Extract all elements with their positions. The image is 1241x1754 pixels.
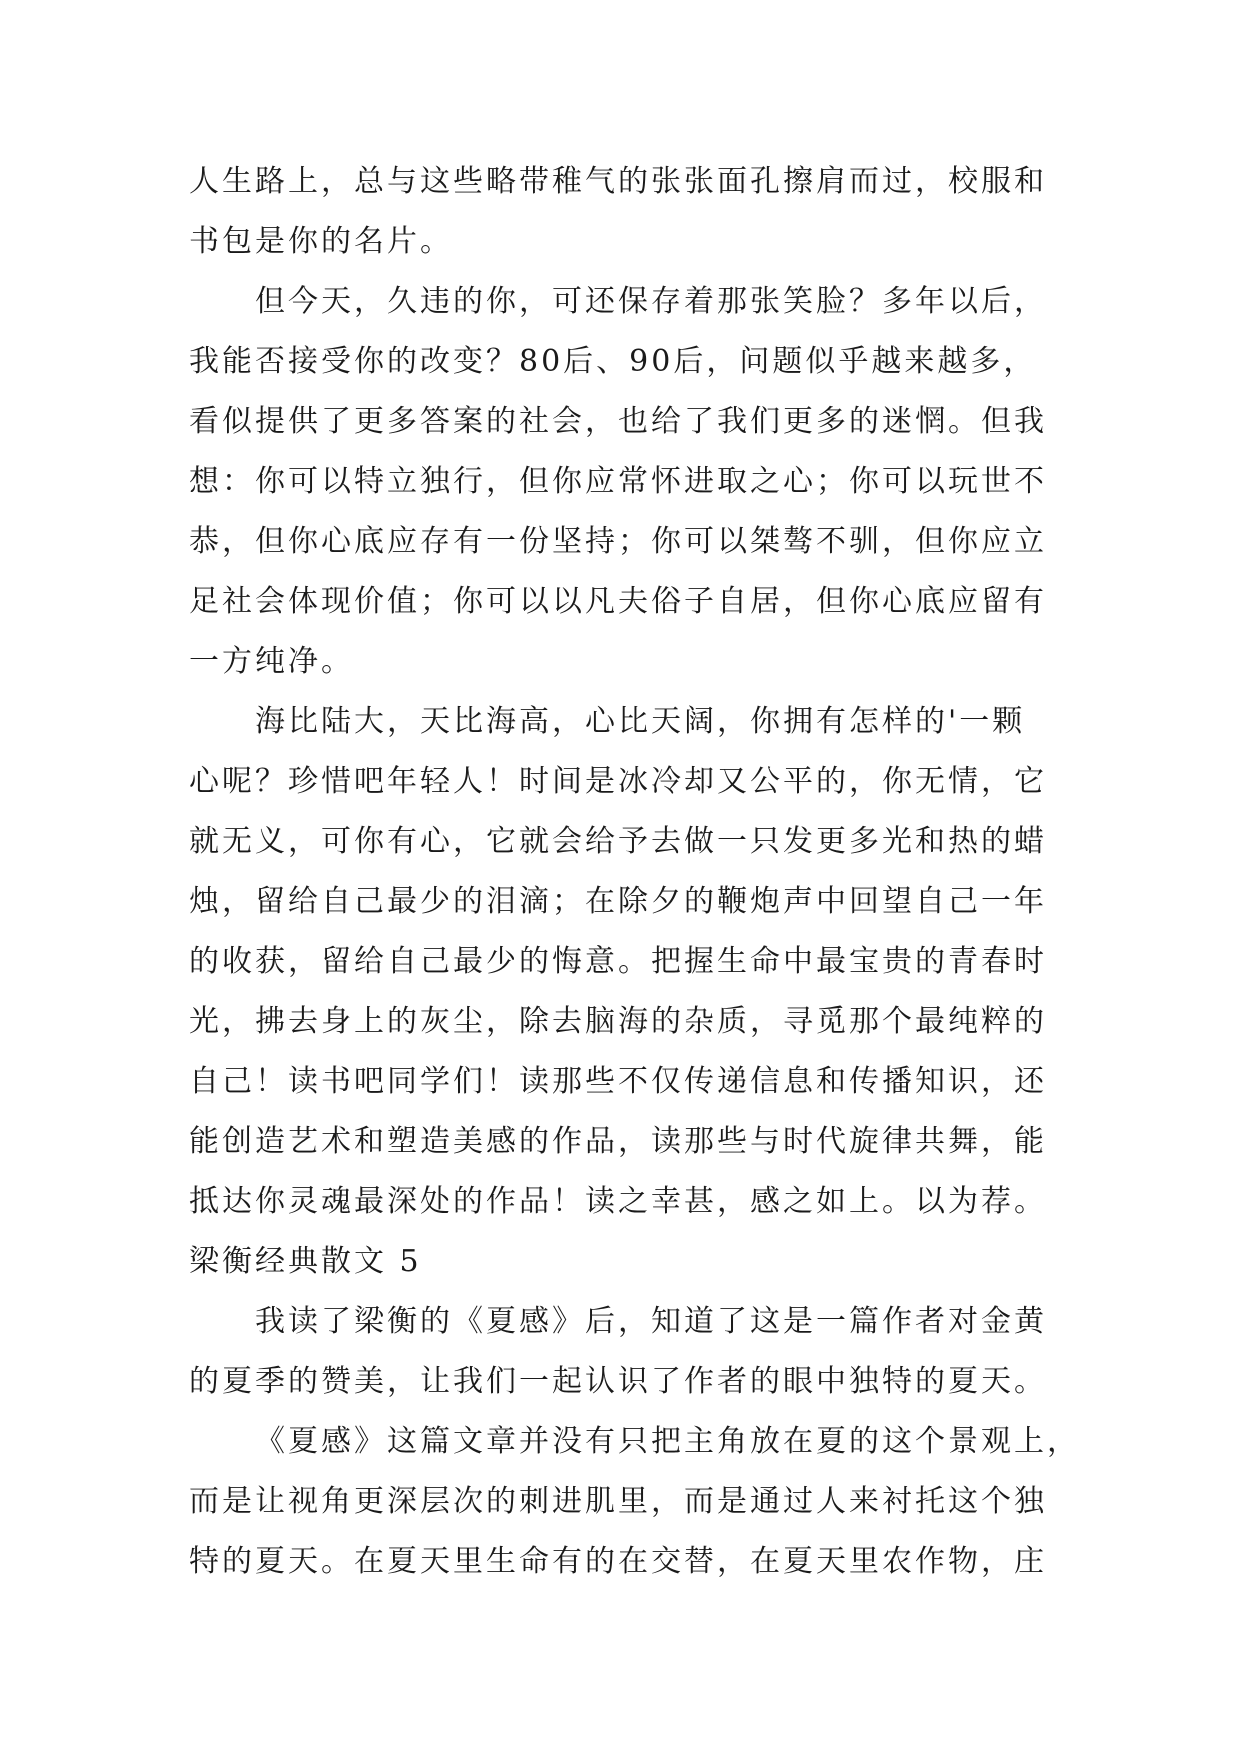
text-line: 足社会体现价值；你可以以凡夫俗子自居，但你心底应留有 [189,584,1047,619]
text-line: 我读了梁衡的《夏感》后，知道了这是一篇作者对金黄 [255,1304,1047,1339]
text-line: 烛，留给自己最少的泪滴；在除夕的鞭炮声中回望自己一年 [189,884,1047,919]
section-heading: 梁衡经典散文 5 [189,1244,422,1279]
text-line: 恭，但你心底应存有一份坚持；你可以桀骜不驯，但你应立 [189,524,1047,559]
text-line: 《夏感》这篇文章并没有只把主角放在夏的这个景观上， [255,1424,1080,1459]
text-line: 的夏季的赞美，让我们一起认识了作者的眼中独特的夏天。 [189,1364,1047,1399]
text-line: 而是让视角更深层次的刺进肌里，而是通过人来衬托这个独 [189,1484,1047,1519]
text-line: 看似提供了更多答案的社会，也给了我们更多的迷惘。但我 [189,404,1047,439]
text-line: 想：你可以特立独行，但你应常怀进取之心；你可以玩世不 [189,464,1047,499]
text-line: 的收获，留给自己最少的悔意。把握生命中最宝贵的青春时 [189,944,1047,979]
text-line: 特的夏天。在夏天里生命有的在交替，在夏天里农作物，庄 [189,1544,1047,1579]
text-line: 就无义，可你有心，它就会给予去做一只发更多光和热的蜡 [189,824,1047,859]
text-line: 我能否接受你的改变？80后、90后，问题似乎越来越多， [189,344,1037,379]
text-line: 能创造艺术和塑造美感的作品，读那些与时代旋律共舞，能 [189,1124,1047,1159]
text-line: 心呢？珍惜吧年轻人！时间是冰冷却又公平的，你无情，它 [189,764,1047,799]
body-text [189,152,1079,1592]
text-line: 海比陆大，天比海高，心比天阔，你拥有怎样的'一颗 [255,704,1026,739]
text-line: 抵达你灵魂最深处的作品！读之幸甚，感之如上。以为荐。 [189,1184,1047,1219]
text-line: 光，拂去身上的灰尘，除去脑海的杂质，寻觅那个最纯粹的 [189,1004,1047,1039]
text-line: 书包是你的名片。 [189,224,453,259]
text-line: 但今天，久违的你，可还保存着那张笑脸？多年以后， [255,284,1047,319]
text-line: 自己！读书吧同学们！读那些不仅传递信息和传播知识，还 [189,1064,1047,1099]
text-line: 人生路上，总与这些略带稚气的张张面孔擦肩而过，校服和 [189,164,1047,199]
text-line: 一方纯净。 [189,644,354,679]
